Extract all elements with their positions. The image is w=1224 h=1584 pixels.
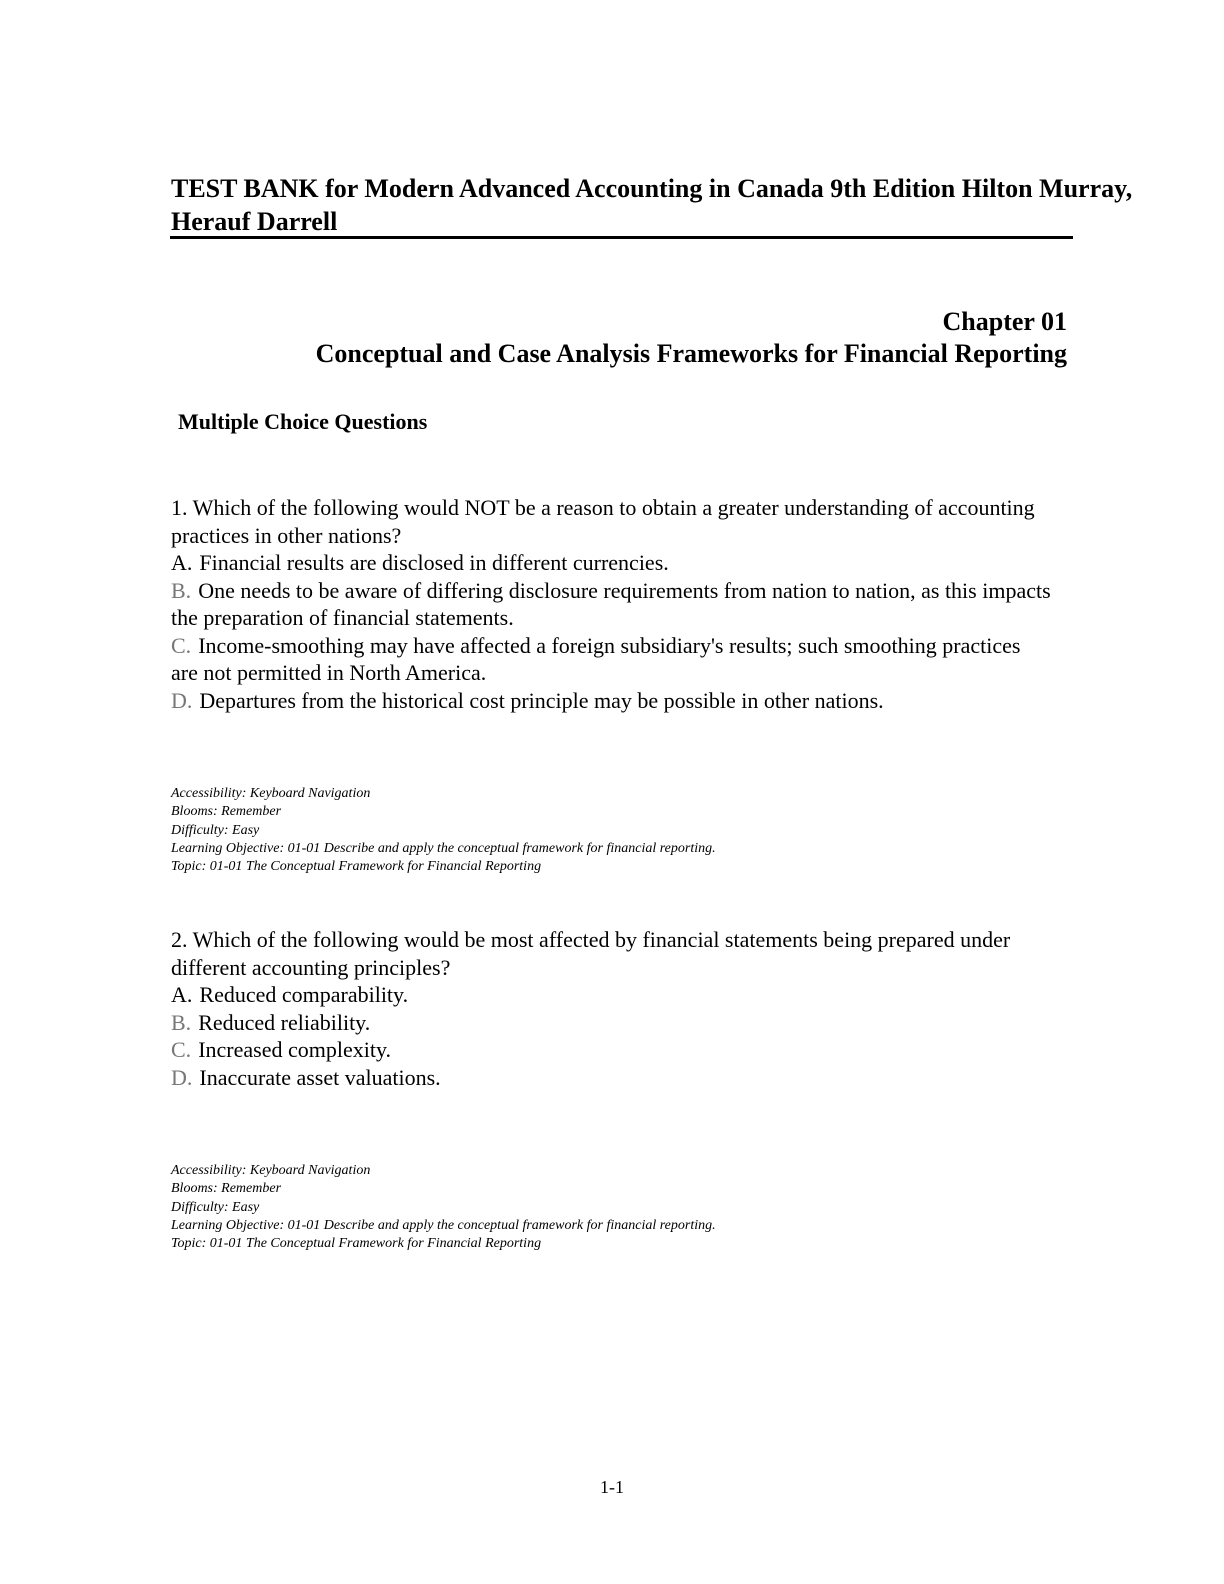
option-letter: C. <box>171 1037 192 1062</box>
meta-topic: Topic: 01-01 The Conceptual Framework for Financial Reporting <box>171 1236 542 1252</box>
option-text: Reduced comparability. <box>199 982 409 1007</box>
title-underline <box>170 236 1073 239</box>
answer-option-c <box>171 1036 1051 1064</box>
chapter-heading <box>316 306 1067 370</box>
answer-option-d <box>171 687 1051 715</box>
question-stem: 2. Which of the following would be most affected by financial statements being prepared under different accounting principles? <box>171 927 1011 980</box>
document-title: TEST BANK for Modern Advanced Accounting in Canada 9th Edition Hilton Murray, Herauf Darrell <box>171 174 1133 236</box>
question-1-metadata <box>171 785 871 876</box>
option-text: Reduced reliability. <box>198 1009 371 1035</box>
meta-difficulty: Difficulty: Easy <box>171 1199 260 1215</box>
meta-difficulty: Difficulty: Easy <box>171 822 260 838</box>
meta-topic: Topic: 01-01 The Conceptual Framework for Financial Reporting <box>171 859 542 875</box>
page-number: 1-1 <box>600 1477 624 1497</box>
option-letter: D. <box>171 687 193 713</box>
meta-learning-objective: Learning Objective: 01-01 Describe and apply the conceptual framework for financial reporting. <box>171 1217 716 1233</box>
answer-option-c <box>171 632 1051 687</box>
chapter-title: Conceptual and Case Analysis Frameworks for Financial Reporting <box>315 339 1067 368</box>
option-text: Increased complexity. <box>198 1037 392 1062</box>
answer-option-b <box>171 1009 1051 1037</box>
option-text: Inaccurate asset valuations. <box>199 1064 441 1090</box>
section-heading: Multiple Choice Questions <box>178 409 428 434</box>
option-text: Departures from the historical cost principle may be possible in other nations. <box>199 687 884 713</box>
option-letter: B. <box>171 577 192 603</box>
answer-option-b <box>171 577 1051 632</box>
question-2 <box>171 926 1051 1091</box>
answer-option-a <box>171 549 1051 577</box>
meta-blooms: Blooms: Remember <box>171 1181 282 1197</box>
option-letter: B. <box>171 1009 192 1035</box>
option-letter: C. <box>171 632 192 658</box>
option-text: One needs to be aware of differing disclosure requirements from nation to nation, as this impacts the preparation of financial statements. <box>171 577 1051 630</box>
answer-option-d <box>171 1064 1051 1092</box>
meta-learning-objective: Learning Objective: 01-01 Describe and apply the conceptual framework for financial reporting. <box>171 840 716 856</box>
option-text: Financial results are disclosed in different currencies. <box>199 550 669 575</box>
option-text: Income-smoothing may have affected a foreign subsidiary's results; such smoothing practices are not permitted in North America. <box>171 632 1021 685</box>
answer-option-a <box>171 981 1051 1009</box>
option-letter: A. <box>171 982 193 1007</box>
question-stem: 1. Which of the following would NOT be a reason to obtain a greater understanding of accounting practices in other nations? <box>171 495 1035 548</box>
option-letter: A. <box>171 550 193 575</box>
question-1 <box>171 494 1051 714</box>
question-2-metadata <box>171 1162 871 1253</box>
meta-accessibility: Accessibility: Keyboard Navigation <box>171 1163 371 1178</box>
option-letter: D. <box>171 1064 193 1090</box>
chapter-number: Chapter 01 <box>942 307 1067 336</box>
meta-accessibility: Accessibility: Keyboard Navigation <box>171 786 371 801</box>
meta-blooms: Blooms: Remember <box>171 804 282 820</box>
